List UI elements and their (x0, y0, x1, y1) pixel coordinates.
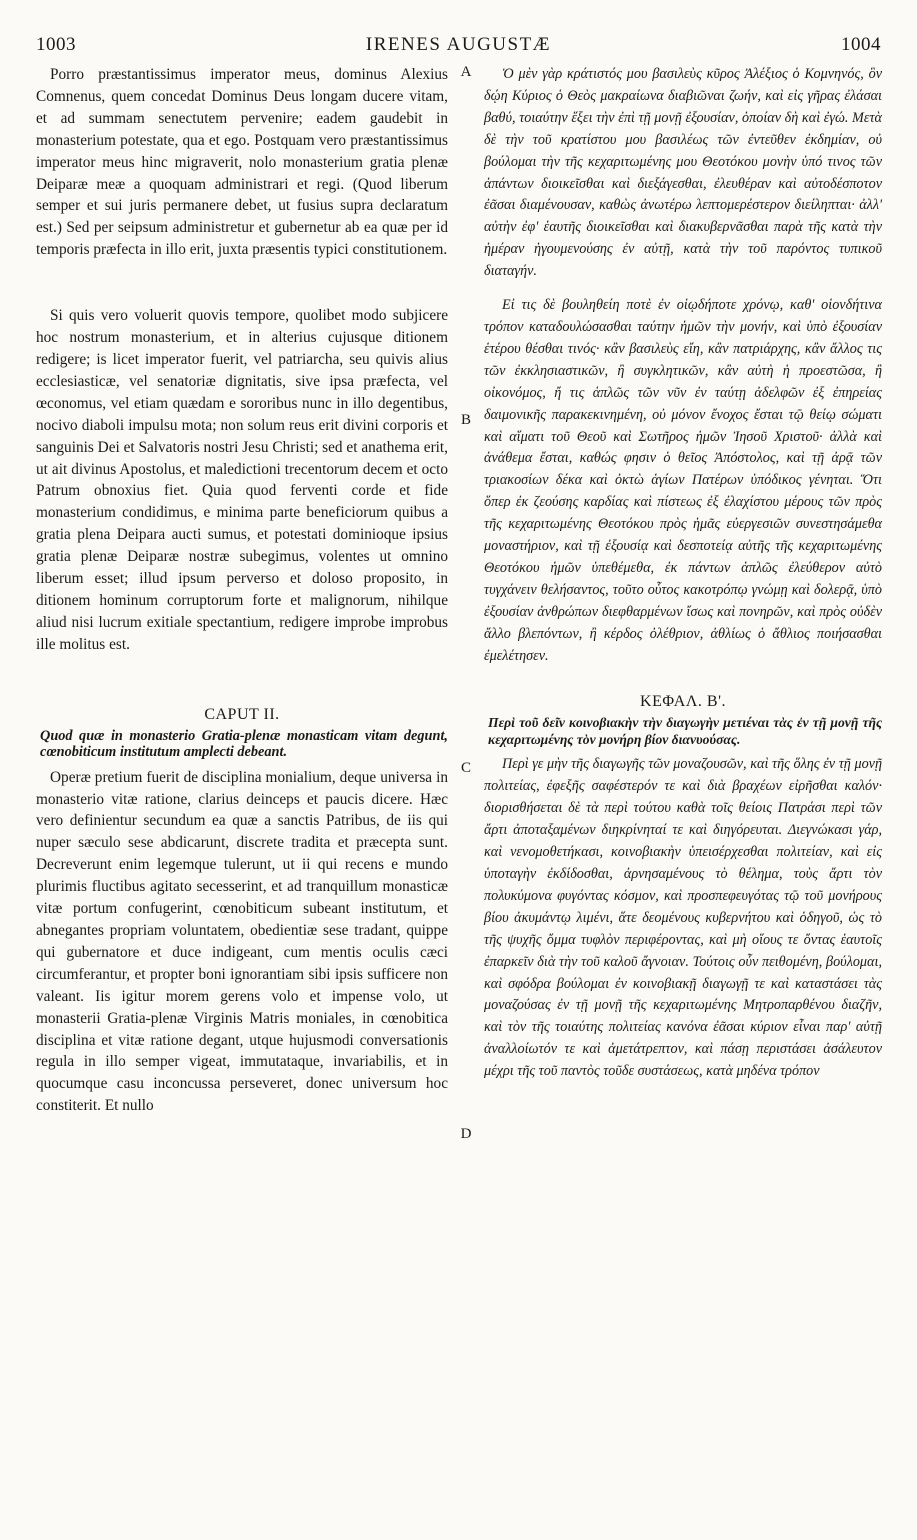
greek-column (484, 64, 882, 1083)
greek-paragraph-2: Εἰ τις δὲ βουληθείη ποτὲ ἐν οἱῳδήποτε χρόνῳ, καθ' οἱονδήτινα τρόπον καταδουλώσασθαι ταύτην ἡμῶν τὴν μονήν, καὶ ὑπὸ ἐξουσίαν ἑτέρου θέσθαι τινός· κἂν βασιλεὺς εἴη, κἂν πατριάρχης, κἂν ἄλλος τις τῶν ἐκκλησιαστικῶν, ἢ συγκλητικῶν, κἂν αὐτὴ ἡ προεστῶσα, ἢ οἰκονόμος, ἤ τις ἁπλῶς τῶν νῦν ἐν ταύτῃ ἀδελφῶν ἐξ ἐπηρείας δαιμονικῆς παρακεκινημένη, οὐ μόνον ἔνοχος ἔσται τῷ θείῳ σώματι καὶ αἵματι τοῦ Θεοῦ καὶ Σωτῆρος ἡμῶν Ἰησοῦ Χριστοῦ· ἀλλὰ καὶ ἀνάθεμα ἔσται, καθώς φησιν ὁ θεῖος Ἀπόστολος, καὶ τῇ ἀρᾷ τῶν τριακοσίων δέκα καὶ ὀκτὼ ἁγίων Πατέρων ὑπόδικος γένηται. Ὅτι ὅπερ ἐκ ζεούσης καρδίας καὶ πίστεως ἐξ ἐλαχίστου μέρους τῶν πρὸς τῆς κεχαριτωμένης Θεοτόκου πρὸς ἡμᾶς εὐεργεσιῶν συνεστησάμεθα μοναστήριον, καὶ τῇ ἐξουσίᾳ καὶ δεσποτείᾳ αὐτῆς τῆς κεχαριτωμένης Θεοτόκου ἡμῶν ὑπεθέμεθα, ἐκ πάντων ἁπλῶς ἐλεύθερον αὐτὸ τυγχάνειν θελήσαντος, τοῦτο οὗτος κακοτρόπῳ γνώμῃ καὶ δολερᾷ, ὑπὸ ἐξουσίαν ἀνθρώπων διεφθαρμένων ἴσως καὶ πονηρῶν, καὶ πρὸς οὐδὲν ἄλλο βλεπόντων, ἢ κέρδος ὀλέθριον, ἀθλίως ὁ ἄθλιος ποιήσασθαι ἐμελέτησεν. (484, 297, 882, 664)
greek-chapter-subtitle: Περὶ τοῦ δεῖν κοινοβιακὴν τὴν διαγωγὴν μετιέναι τὰς ἐν τῇ μονῇ τῆς κεχαριτωμένης τὸν μονήρη βίον διανυούσας. (488, 715, 882, 747)
margin-marker-a: A (460, 64, 472, 80)
page-header (36, 34, 881, 62)
page-number-right: 1004 (841, 34, 881, 55)
running-title: IRENES AUGUSTÆ (365, 34, 552, 55)
latin-column (36, 64, 448, 1117)
latin-chapter-subtitle: Quod quæ in monasterio Gratia-plenæ monasticam vitam degunt, cœnobiticum institutum amplecti debeant. (40, 727, 448, 761)
greek-paragraph-3: Περὶ γε μὴν τῆς διαγωγῆς τῶν μοναζουσῶν, καὶ τῆς ὅλης ἐν τῇ μονῇ πολιτείας, ἐφεξῆς σαφέστερόν τε καὶ διὰ βραχέων εἰρῆσθαι καλόν· διορισθήσεται δὲ τὰ περὶ τούτου καθὰ τοῖς θείοις Πατράσι περὶ τῶν ἄρτι ἀποταξαμένων διηκρίνηταί τε καὶ διηγόρευται. Διεγνώκασι γάρ, καὶ νενομοθετήκασι, κοινοβιακὴν ὑπεισέρχεσθαι πολιτείαν, καὶ εἰς ὑποταγὴν ἐκδίδοσθαι, ἀρνησαμένους τὸ θέλημα, τοὺς ἄρτι τὸν πολυκύμονα φυγόντας κόσμον, καὶ προσπεφευγότας τῷ τοῦ μονήρους βίου ἀκυμάντῳ λιμένι, ἅτε δεομένους κυβερνήτου καὶ ὁδηγοῦ, ὡς τὸ τῆς ψυχῆς ὄμμα τυφλὸν περιφέροντας, καὶ μὴ οἵους τε ὄντας ἑαυτοῖς ἐπαρκεῖν διὰ τὴν τοῦ καλοῦ ἄγνοιαν. Τούτοις οὖν πειθομένη, βούλομαι, καὶ σφόδρα βούλομαι ἐν κοινοβιακῇ διαγωγῇ τε καὶ καταστάσει τὰς μοναζούσας ἐν τῇ μονῇ τῆς κεχαριτωμένης Μητροπαρθένου διαζῆν, καὶ τὸν τῆς τοιαύτης πολιτείας κανόνα ἐᾶσαι κύριον εἶναι παρ' αὐτῇ ἀναλλοίωτόν τε καὶ ἀμετάτρεπτον, καὶ πάσῃ περιστάσει ἀσάλευτον μέχρι τῆς τοῦ παντὸς τοῦδε συστάσεως, κατὰ μηδένα τρόπον (484, 756, 882, 1080)
page-number-left: 1003 (36, 34, 76, 55)
margin-marker-b: B (460, 412, 471, 428)
latin-paragraph-1: Porro præstantissimus imperator meus, dominus Alexius Comnenus, quem concedat Dominus Deus longam ducere vitam, et ad summam senectutem pervenire; eadem gaudebit in monasterium potestate, qua et ego. Postquam vero præstantissimus imperator meus hinc migraverit, nolo monasterium gratia plenæ Deiparæ meæ a quoquam administrari et regi. (Quod liberum semper et sui juris permanere debet, ut fusius supra declaratum est.) Sed per seipsum administretur et gubernetur ab ea quæ per id temporis præfecta in illo erit, juxta præsentis typici constitutionem. (36, 66, 448, 259)
greek-chapter-title: ΚΕΦΑΛ. Β'. (640, 693, 726, 711)
margin-marker-c: C (460, 760, 471, 776)
latin-paragraph-2: Si quis vero voluerit quovis tempore, quolibet modo subjicere hoc nostrum monasterium, et in alterius cujusque ditionem redigere; is licet imperator fuerit, vel patriarcha, seu quivis alius ecclesiasticæ, vel senatoriæ dignitatis, sive ipsa præfecta, vel œconomus, vel etiam quædam e sororibus nunc in illo degentibus, nocivo diaboli impulsu mota; non solum reus erit divini corporis et sanguinis Dei et Salvatoris nostri Jesu Christi; sed et anathema erit, ut ait divinus Apostolus, et maledictioni trecentorum decem et octo Patrum obnoxius fiet. Quia quod ferventi corde et fide monasterium condidimus, e minima parte beneficiorum quibus a gratia plena Deipara aucti sumus, et potestati dominioque ipsius gratia plenæ Deiparæ nostræ subegimus, volentes ut omnino liberum esset; illud ipsum perverso et doloso proposito, in ditionem hominum corruptorum forte et malignorum, nihilque aliud nisi lucrum exitiale spectantium, redigere improbe improbus ille molitus est. (36, 307, 448, 653)
latin-paragraph-3: Operæ pretium fuerit de disciplina monialium, deque universa in monasterio vitæ ratione, clarius deinceps et paucis dicere. Hæc vero definientur secundum ea quæ a sanctis Patribus, de iis qui nuper sæculo sese abdicarunt, discrete tradita et præcepta sunt. Decreverunt enim legemque tulerunt, ut ii qui recens e mundo plurimis fluctibus agitato secesserint, et ad tranquillum monasticæ vitæ portum confugerint, cœnobiticum subeant institutum, et abnegantes propriam voluntatem, obedientiæ sese tradant, quippe qui gubernatore et duce indigeant, cum mentis oculis cæci circumferantur, et propter boni ignorantiam sibi ipsis sufficere non valeant. Iis igitur morem gerens volo et impense volo, ut monasterii Gratia-plenæ Virginis Matris moniales, in cœnobitica disciplina et vitæ ratione degant, utque hujusmodi conversationis regula in illo semper vigeat, immutataque, invariabilis, et in quocumque casu inconcussa perseveret, donec universum hoc constiterit. Et nullo (36, 768, 448, 1115)
latin-chapter-title: CAPUT II. (204, 705, 280, 723)
margin-marker-d: D (460, 1126, 472, 1142)
greek-paragraph-1: Ὁ μὲν γὰρ κράτιστός μου βασιλεὺς κῦρος Ἀλέξιος ὁ Κομνηνός, ὃν δῴη Κύριος ὁ Θεὸς μακραίωνα διαβιῶναι ζωήν, καὶ εἰς γῆρας ἐλάσαι βαθύ, τοιαύτην ἕξει τὴν ἐπὶ τῇ μονῇ ἐξουσίαν, ὁποίαν δὴ καὶ ἐγώ. Μετὰ δὲ τὴν τοῦ κρατίστου μου βασιλέως τῶν ἐντεῦθεν ἐκδημίαν, οὐ βούλομαι τὴν τῆς κεχαριτωμένης μου Θεοτόκου μονὴν ὑπό τινος τῶν ἁπάντων διοικεῖσθαι καὶ διεξάγεσθαι, ἐλευθέραν καὶ αὐτοδέσποτον ἐᾶσαι διαμένουσαν, καθὼς ἀνωτέρω λεπτομερέστερον διείληπται· ἀλλ' αὐτὴν ἐφ' ἑαυτῆς διοικεῖσθαι καὶ διακυβερνᾶσθαι παρὰ τῆς κατὰ τὴν ἡμέραν ἡγουμενούσης ἐν αὐτῇ, κατὰ τὴν τοῦ παρόντος τυπικοῦ διαταγήν. (484, 66, 882, 280)
